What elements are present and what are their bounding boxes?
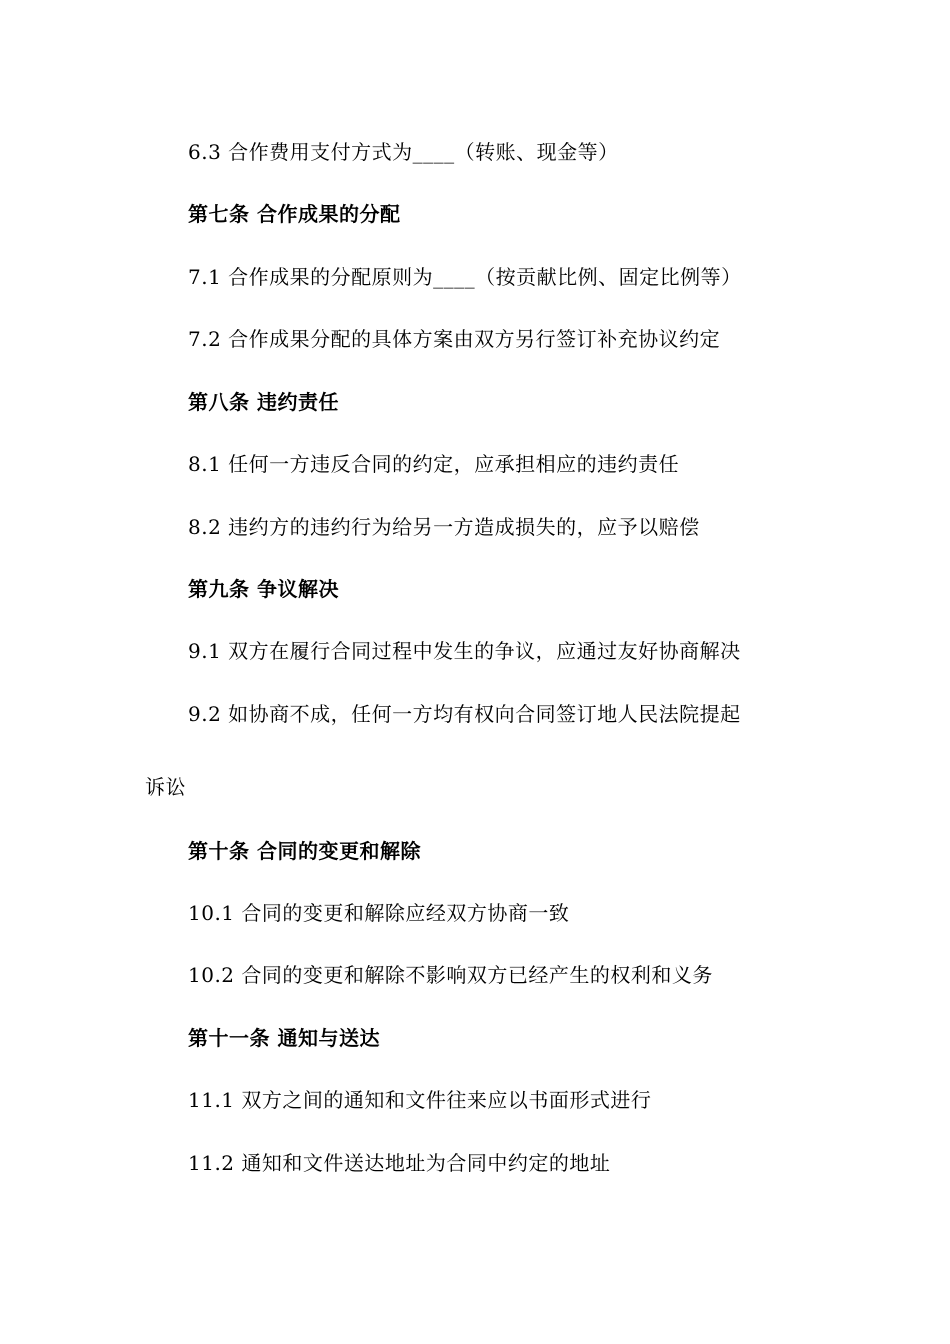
clause-9-1: 9.1 双方在履行合同过程中发生的争议，应通过友好协商解决: [188, 639, 741, 663]
article-10-heading: 第十条 合同的变更和解除: [188, 839, 421, 863]
clause-11-1: 11.1 双方之间的通知和文件往来应以书面形式进行: [188, 1088, 652, 1112]
clause-6-3: 6.3 合作费用支付方式为____（转账、现金等）: [188, 140, 619, 164]
article-9-heading: 第九条 争议解决: [188, 577, 339, 601]
clause-9-2-continuation: 诉讼: [145, 775, 186, 799]
clause-8-1: 8.1 任何一方违反合同的约定，应承担相应的违约责任: [188, 452, 680, 476]
clause-7-2: 7.2 合作成果分配的具体方案由双方另行签订补充协议约定: [188, 327, 721, 351]
article-8-heading: 第八条 违约责任: [188, 390, 339, 414]
clause-9-2: 9.2 如协商不成，任何一方均有权向合同签订地人民法院提起: [188, 702, 741, 726]
clause-10-2: 10.2 合同的变更和解除不影响双方已经产生的权利和义务: [188, 963, 713, 987]
clause-10-1: 10.1 合同的变更和解除应经双方协商一致: [188, 901, 570, 925]
article-11-heading: 第十一条 通知与送达: [188, 1026, 380, 1050]
clause-8-2: 8.2 违约方的违约行为给另一方造成损失的，应予以赔偿: [188, 515, 700, 539]
article-7-heading: 第七条 合作成果的分配: [188, 202, 401, 226]
clause-7-1: 7.1 合作成果的分配原则为____（按贡献比例、固定比例等）: [188, 265, 742, 289]
clause-11-2: 11.2 通知和文件送达地址为合同中约定的地址: [188, 1151, 611, 1175]
